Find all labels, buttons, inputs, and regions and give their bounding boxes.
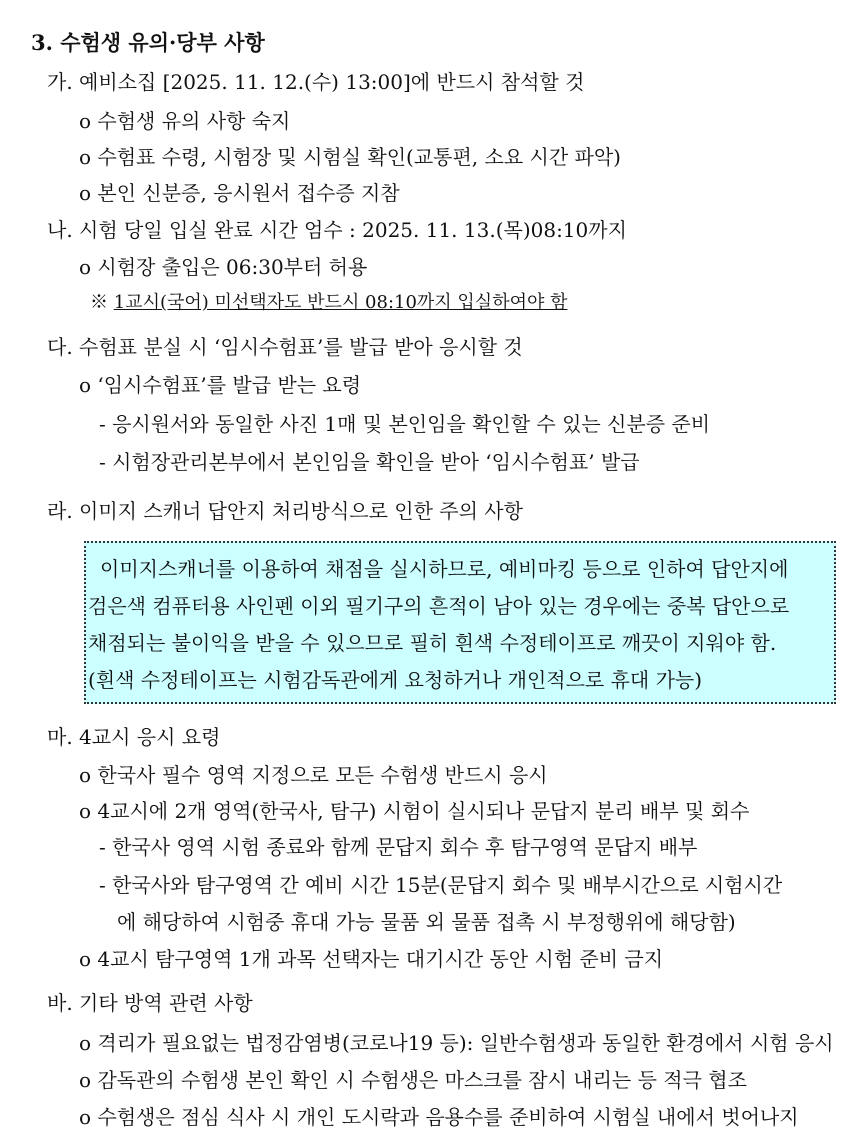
list-item: o 시험장 출입은 06:30부터 허용: [79, 255, 368, 279]
sub-item: - 시험장관리본부에서 본인임을 확인을 받아 ‘임시수험표’ 발급: [99, 450, 640, 474]
heading-da: 다. 수험표 분실 시 ‘임시수험표’를 발급 받아 응시할 것: [47, 335, 523, 359]
heading-ra: 라. 이미지 스캐너 답안지 처리방식으로 인한 주의 사항: [47, 499, 523, 523]
box-line: (흰색 수정테이프는 시험감독관에게 요청하거나 개인적으로 휴대 가능): [88, 668, 703, 692]
list-item: o 수험생은 점심 식사 시 개인 도시락과 음용수를 준비하여 시험실 내에서 벗어나지: [79, 1105, 799, 1129]
sub-item-continued: 에 해당하여 시험중 휴대 가능 물품 외 물품 접촉 시 부정행위에 해당함): [117, 910, 736, 934]
list-item: o 4교시 탐구영역 1개 과목 선택자는 대기시간 동안 시험 준비 금지: [79, 947, 664, 971]
list-item: o ‘임시수험표’를 발급 받는 요령: [79, 373, 362, 397]
box-line: 채점되는 불이익을 받을 수 있으므로 필히 흰색 수정테이프로 깨끗이 지워야 함.: [88, 631, 777, 655]
sub-item: - 한국사와 탐구영역 간 예비 시간 15분(문답지 회수 및 배부시간으로 시험시간: [99, 873, 783, 897]
heading-ba: 바. 기타 방역 관련 사항: [47, 991, 253, 1015]
sub-item: - 한국사 영역 시험 종료와 함께 문답지 회수 후 탐구영역 문답지 배부: [99, 835, 698, 859]
list-item: o 감독관의 수험생 본인 확인 시 수험생은 마스크를 잠시 내리는 등 적극 협조: [79, 1068, 747, 1092]
list-item: o 격리가 필요없는 법정감염병(코로나19 등): 일반수험생과 동일한 환경에서 시험 응시: [79, 1031, 834, 1055]
list-item: o 한국사 필수 영역 지정으로 모든 수험생 반드시 응시: [79, 763, 548, 787]
note-line: [90, 289, 567, 317]
note-mark: ※: [90, 292, 108, 313]
note-text: 1교시(국어) 미선택자도 반드시 08:10까지 입실하여야 함: [113, 292, 568, 313]
list-item: o 수험생 유의 사항 숙지: [79, 109, 291, 133]
heading-na: 나. 시험 당일 입실 완료 시간 엄수 : 2025. 11. 13.(목)08:10까지: [47, 218, 627, 242]
list-item: o 수험표 수령, 시험장 및 시험실 확인(교통편, 소요 시간 파악): [79, 145, 621, 169]
section-title: 3. 수험생 유의·당부 사항: [31, 30, 265, 55]
heading-ma: 마. 4교시 응시 요령: [47, 725, 221, 749]
heading-ga: 가. 예비소집 [2025. 11. 12.(수) 13:00]에 반드시 참석할 것: [47, 70, 585, 94]
notice-box: [84, 541, 836, 704]
sub-item: - 응시원서와 동일한 사진 1매 및 본인임을 확인할 수 있는 신분증 준비: [99, 412, 711, 436]
box-line: 이미지스캐너를 이용하여 채점을 실시하므로, 예비마킹 등으로 인하여 답안지에: [100, 557, 789, 581]
list-item: o 본인 신분증, 응시원서 접수증 지참: [79, 181, 400, 205]
box-line: 검은색 컴퓨터용 사인펜 이외 필기구의 흔적이 남아 있는 경우에는 중복 답안으로: [88, 594, 790, 618]
list-item: o 4교시에 2개 영역(한국사, 탐구) 시험이 실시되나 문답지 분리 배부 및 회수: [79, 799, 750, 823]
